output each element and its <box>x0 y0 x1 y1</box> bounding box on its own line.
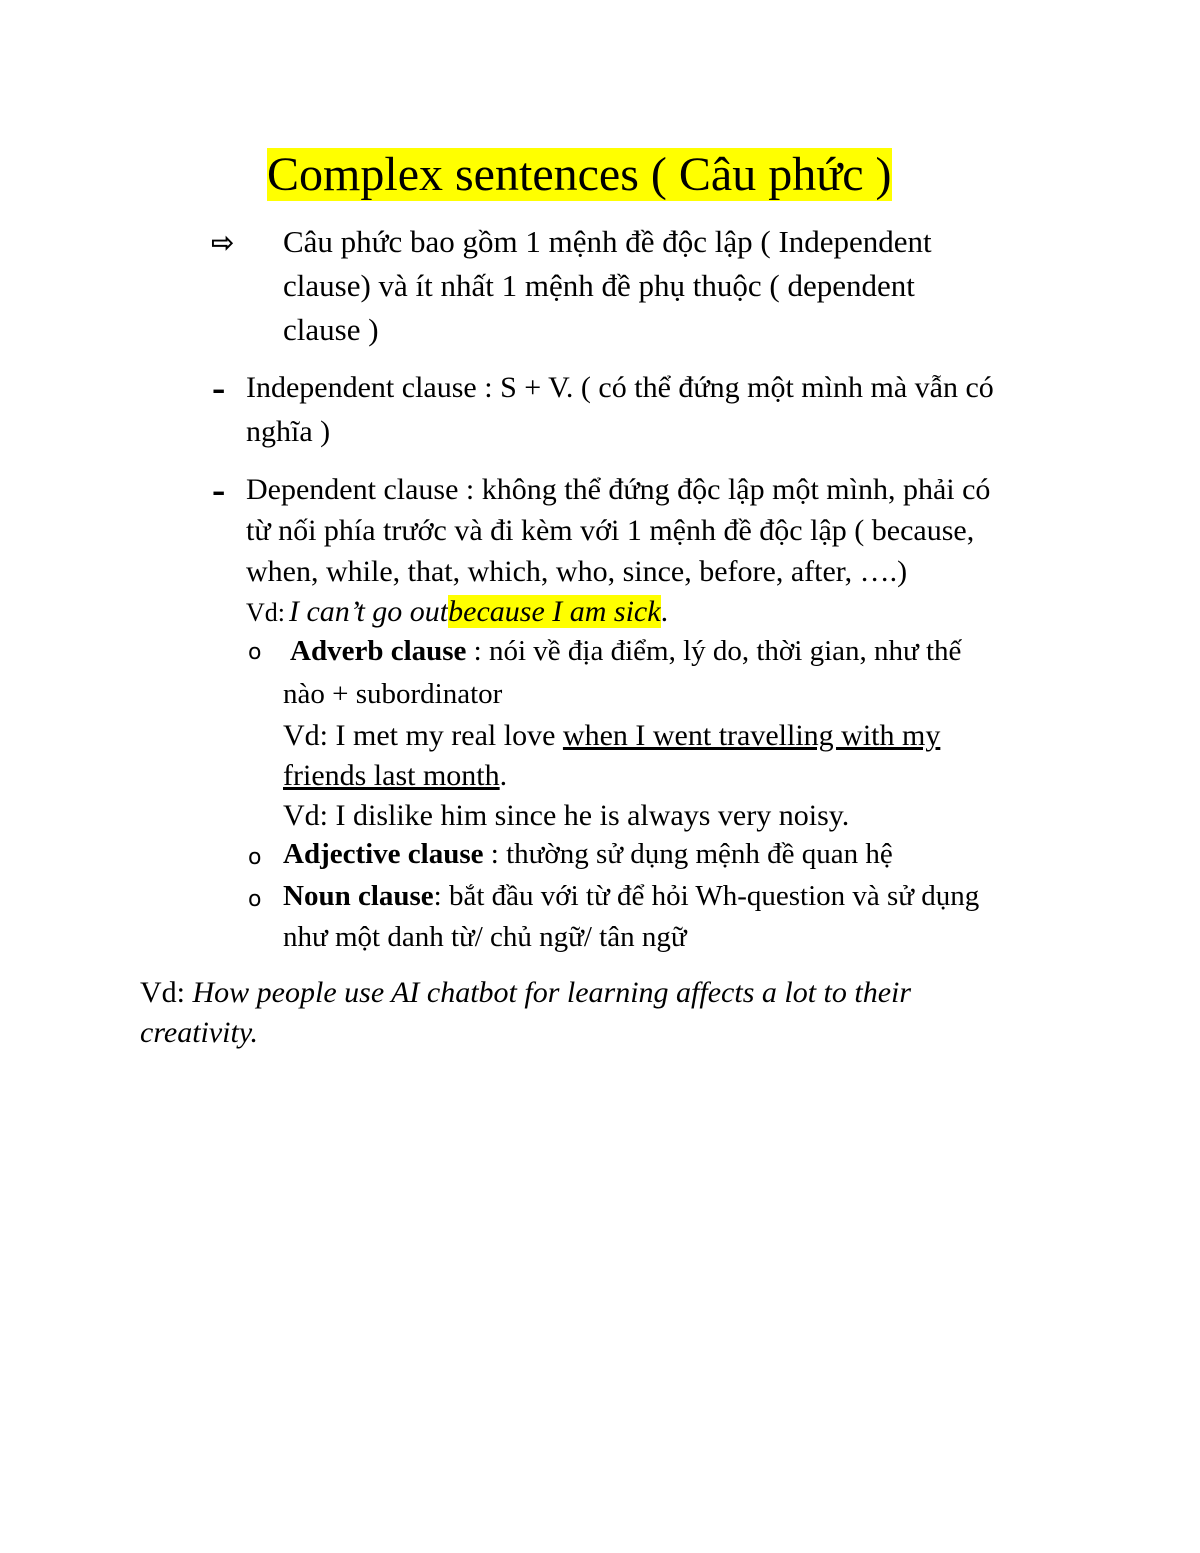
adverb-example-1-line-1 <box>283 716 940 756</box>
dependent-line-2: từ nối phía trước và đi kèm với 1 mệnh đề độc lập ( because, <box>246 514 975 547</box>
circle-bullet-icon: o <box>248 640 262 665</box>
final-example-line-1 <box>140 973 911 1013</box>
intro-line-3: clause ) <box>283 312 379 347</box>
adverb-example-label: Vd: <box>283 719 328 752</box>
final-example-line-2: creativity. <box>140 1016 259 1049</box>
adverb-example-2: Vd: I dislike him since he is always very noisy. <box>283 799 850 832</box>
adverb-example-end: . <box>499 759 508 792</box>
adverb-example-underlined-2: friends last month <box>283 759 500 792</box>
circle-bullet-icon: o <box>248 887 262 912</box>
circle-bullet-icon: o <box>248 845 262 870</box>
adverb-desc: : nói về địa điểm, lý do, thời gian, như thế <box>466 635 962 667</box>
noun-term: Noun clause <box>283 880 434 912</box>
adjective-term: Adjective clause <box>283 838 484 870</box>
example-highlight: because I am sick <box>448 595 661 628</box>
adjective-line <box>283 834 893 874</box>
adverb-example-plain: I met my real love <box>328 719 563 752</box>
noun-desc: : bắt đầu với từ để hỏi Wh-question và sử dụng <box>433 880 980 912</box>
adverb-line-1 <box>290 631 961 671</box>
example-text: I can’t go out <box>289 595 449 628</box>
intro-line-2: clause) và ít nhất 1 mệnh đề phụ thuộc ( dependent <box>283 268 915 303</box>
noun-line-1 <box>283 876 979 916</box>
independent-line-2: nghĩa ) <box>246 415 331 448</box>
example-label: Vd: <box>246 598 285 627</box>
adverb-term: Adverb clause <box>290 635 467 667</box>
dash-bullet-icon: - <box>212 365 226 410</box>
noun-line-2: như một danh từ/ chủ ngữ/ tân ngữ <box>283 921 687 953</box>
adverb-example-underlined: when I went travelling with my <box>562 719 941 752</box>
adjective-desc: : thường sử dụng mệnh đề quan hệ <box>483 838 893 870</box>
adverb-line-2: nào + subordinator <box>283 678 503 710</box>
dash-bullet-icon: - <box>212 467 226 512</box>
final-example-label: Vd: <box>140 976 185 1009</box>
arrow-bullet-icon: ⇨ <box>211 226 235 259</box>
adverb-example-1-line-2 <box>283 756 507 796</box>
example-end: . <box>660 595 669 628</box>
title-highlight: Complex sentences ( Câu phức ) <box>267 148 892 201</box>
intro-line-1: Câu phức bao gồm 1 mệnh đề độc lập ( Independent <box>283 224 932 259</box>
dependent-line-1: Dependent clause : không thể đứng độc lập một mình, phải có <box>246 473 991 506</box>
independent-line-1: Independent clause : S + V. ( có thể đứng một mình mà vẫn có <box>246 371 994 404</box>
document-title <box>267 145 892 205</box>
dependent-line-3: when, while, that, which, who, since, before, after, ….) <box>246 555 908 588</box>
final-example-text: How people use AI chatbot for learning affects a lot to their <box>192 976 912 1009</box>
